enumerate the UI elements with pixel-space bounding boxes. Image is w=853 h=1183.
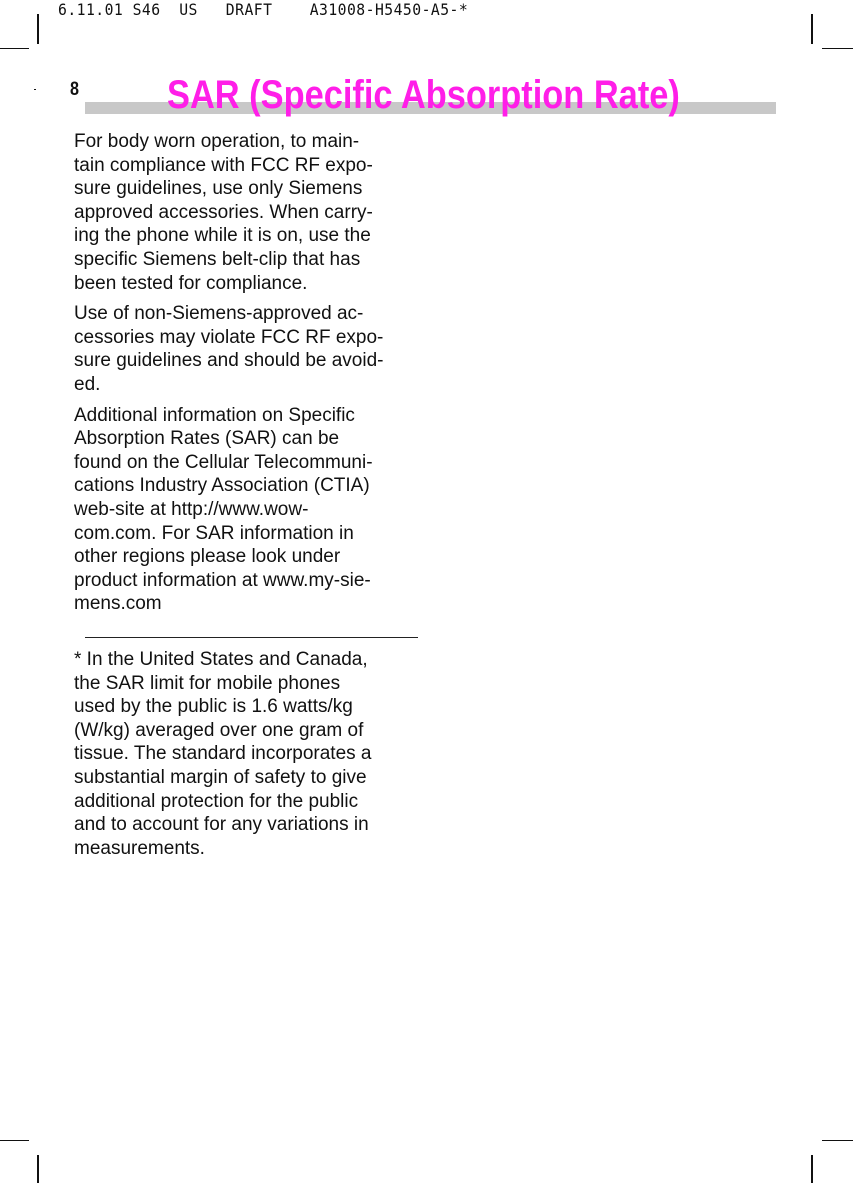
text-line: cations Industry Association (CTIA)	[74, 475, 370, 497]
paragraph-non-approved	[74, 302, 414, 396]
text-line: specific Siemens belt-clip that has	[74, 248, 361, 270]
crop-mark-bottom-right-horizontal	[822, 1140, 853, 1141]
text-line: found on the Cellular Telecommuni-	[74, 451, 373, 473]
paragraph-body-worn	[74, 130, 414, 295]
crop-mark-bottom-right-vertical	[811, 1155, 813, 1183]
footnote-line: substantial margin of safety to give	[74, 766, 367, 788]
page-number: 8	[70, 79, 79, 100]
footnote-line: (W/kg) averaged over one gram of	[74, 719, 364, 741]
paragraph-additional-info	[74, 404, 414, 616]
draft-header: 6.11.01 S46 US DRAFT A31008-H5450-A5-*	[58, 0, 469, 19]
text-line: com.com. For SAR information in	[74, 522, 354, 544]
text-line: Use of non-Siemens-approved ac-	[74, 303, 364, 325]
crop-mark-bottom-left-horizontal	[0, 1140, 29, 1141]
text-line: approved accessories. When carry-	[74, 201, 373, 223]
text-line: Absorption Rates (SAR) can be	[74, 428, 340, 450]
footnote-line: measurements.	[74, 837, 205, 859]
footnote-line: tissue. The standard incorporates a	[74, 743, 372, 765]
crop-mark-top-left-vertical	[37, 14, 39, 44]
text-line: cessories may violate FCC RF expo-	[74, 326, 384, 348]
text-line: ing the phone while it is on, use the	[74, 225, 371, 247]
text-line: other regions please look under	[74, 546, 341, 568]
text-line: product information at www.my-sie-	[74, 569, 371, 591]
text-line: sure guidelines, use only Siemens	[74, 178, 363, 200]
page-title: SAR (Specific Absorption Rate)	[167, 73, 680, 117]
text-line: Additional information on Specific	[74, 404, 355, 426]
registration-dot	[34, 89, 36, 90]
footnote-line: the SAR limit for mobile phones	[74, 672, 341, 694]
footnote-line: used by the public is 1.6 watts/kg	[74, 696, 353, 718]
crop-mark-top-right-vertical	[811, 14, 813, 44]
crop-mark-top-right-horizontal	[822, 48, 853, 49]
text-line: ed.	[74, 373, 101, 395]
footnote-line: and to account for any variations in	[74, 814, 369, 836]
text-line: been tested for compliance.	[74, 272, 308, 294]
text-line: mens.com	[74, 593, 162, 615]
footnote	[74, 648, 414, 860]
text-line: web-site at http://www.wow-	[74, 498, 309, 520]
text-line: tain compliance with FCC RF expo-	[74, 154, 373, 176]
footnote-line: * In the United States and Canada,	[74, 649, 368, 670]
text-line: For body worn operation, to main-	[74, 131, 360, 152]
body-text	[74, 130, 414, 623]
crop-mark-top-left-horizontal	[0, 48, 29, 49]
text-line: sure guidelines and should be avoid-	[74, 350, 384, 372]
footnote-separator	[85, 637, 418, 638]
footnote-line: additional protection for the public	[74, 790, 359, 812]
crop-mark-bottom-left-vertical	[37, 1155, 39, 1183]
